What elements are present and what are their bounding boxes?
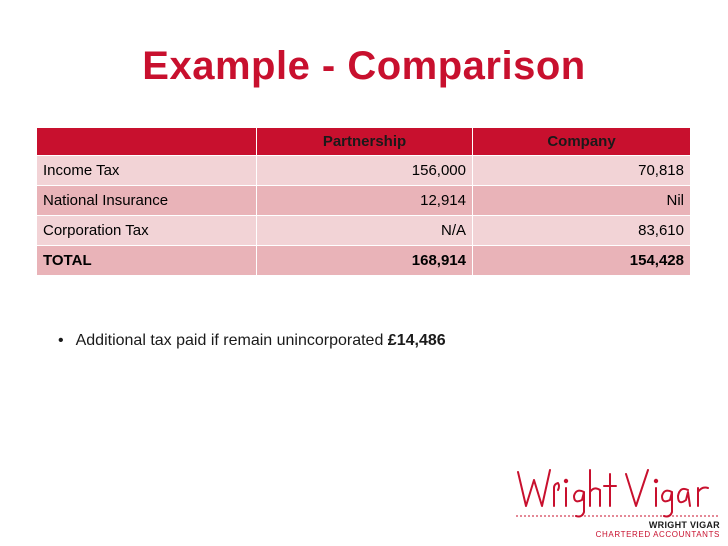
bullet-amount: £14,486 (387, 332, 446, 349)
header-blank (37, 128, 257, 156)
partnership-value: N/A (257, 216, 473, 246)
company-value: 83,610 (473, 216, 691, 246)
logo-firm-role: CHARTERED ACCOUNTANTS (595, 530, 720, 539)
partnership-value: 156,000 (257, 156, 473, 186)
header-company: Company (473, 128, 691, 156)
row-label: Income Tax (37, 156, 257, 186)
table-header-row (37, 128, 691, 156)
logo-firm-name: WRIGHT VIGAR (648, 520, 720, 530)
company-value: Nil (473, 186, 691, 216)
row-label: Corporation Tax (37, 216, 257, 246)
total-label: TOTAL (37, 246, 257, 276)
comparison-table (36, 127, 691, 276)
bullet-text: Additional tax paid if remain unincorporated (75, 332, 388, 349)
logo-script-mark (510, 458, 720, 520)
slide-title: Example - Comparison (142, 44, 586, 88)
header-partnership: Partnership (257, 128, 473, 156)
bullet-point (58, 332, 446, 350)
row-label: National Insurance (37, 186, 257, 216)
table-row (37, 216, 691, 246)
company-value: 70,818 (473, 156, 691, 186)
table-row (37, 156, 691, 186)
partnership-value: 12,914 (257, 186, 473, 216)
table-row (37, 186, 691, 216)
total-company: 154,428 (473, 246, 691, 276)
company-logo (510, 458, 720, 542)
bullet-icon: • (58, 332, 64, 349)
total-row (37, 246, 691, 276)
logo-caption (596, 520, 720, 539)
total-partnership: 168,914 (257, 246, 473, 276)
